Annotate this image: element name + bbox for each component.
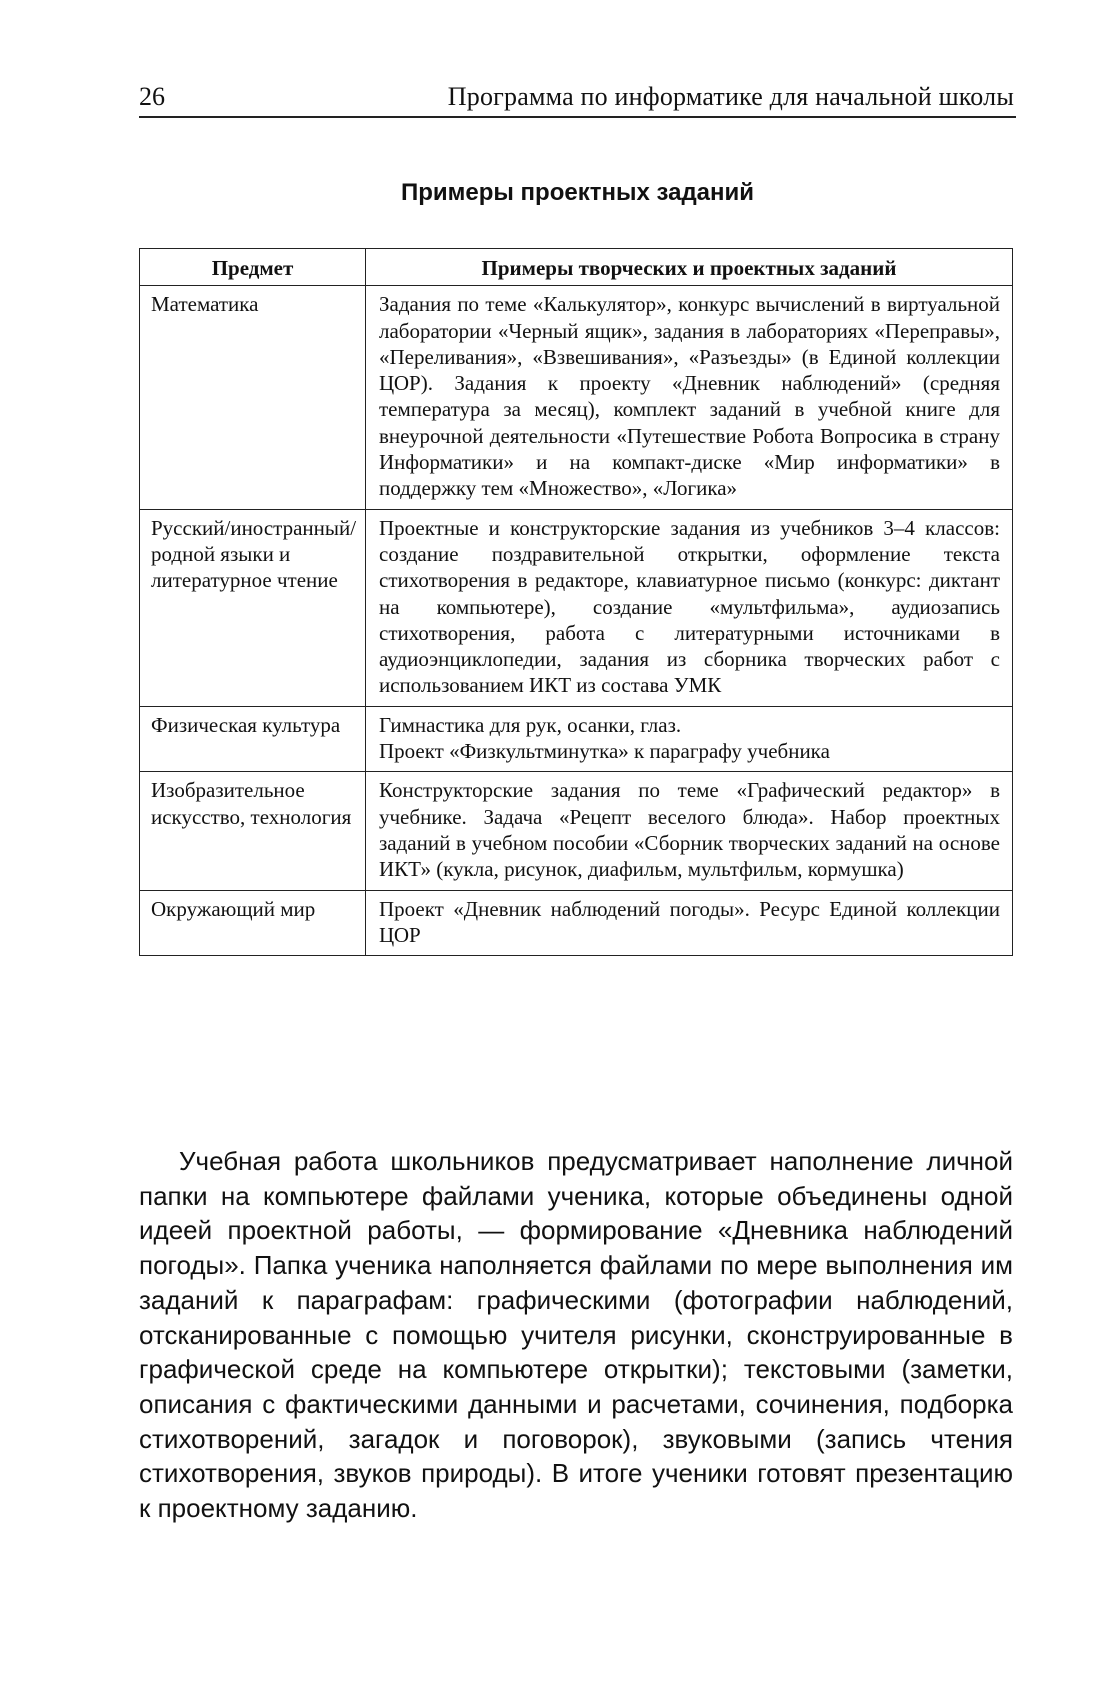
table-row <box>140 706 1013 772</box>
examples-line: Проект «Физкультминутка» к параграфу учебника <box>379 739 830 764</box>
table-row <box>140 772 1013 890</box>
table-header-row <box>140 249 1013 286</box>
table-row <box>140 890 1013 956</box>
body-paragraph: Учебная работа школьников предусматривает наполнение личной папки на компьютере файлами ученика, которые объединены одной идеей проектной работы, — формирование «Дневника наблюдений погоды». Папка ученика наполняется файлами по мере выполнения им заданий к параграфам: графическими (фотографии наблюдений, отсканированные с помощью учителя рисунки, сконструированные в графической среде на компьютере открытки); текстовыми (заметки, описания с фактическими данными и расчетами, сочинения, подборка стихотворений, загадок и поговорок), звуковыми (запись чтения стихотворения, звуков природы). В итоге ученики готовят презентацию к проектному заданию. <box>139 1146 1013 1524</box>
subject-cell: Окружающий мир <box>140 890 366 956</box>
subject-cell: Изобразительное искусство, технология <box>140 772 366 890</box>
examples-line: Гимнастика для рук, осанки, глаз. <box>379 712 682 737</box>
page-number: 26 <box>139 82 165 111</box>
subject-cell: Математика <box>140 286 366 509</box>
subject-cell: Русский/иностранный/родной языки и литературное чтение <box>140 509 366 706</box>
running-title: Программа по информатике для начальной школы <box>447 82 1014 111</box>
table-row <box>140 286 1013 509</box>
column-header-examples: Примеры творческих и проектных заданий <box>366 249 1013 286</box>
table-row <box>140 509 1013 706</box>
examples-cell: Конструкторские задания по теме «Графический редактор» в учебнике. Задача «Рецепт веселого блюда». Набор проектных заданий в учебном пособии «Сборник творческих заданий на основе ИКТ» (кукла, рисунок, диафильм, мультфильм, кормушка) <box>366 772 1013 890</box>
running-head <box>139 82 1016 118</box>
project-tasks-table <box>139 248 1013 956</box>
examples-cell <box>366 706 1013 772</box>
column-header-subject: Предмет <box>140 249 366 286</box>
examples-cell: Задания по теме «Калькулятор», конкурс вычислений в виртуальной лаборатории «Черный ящик», задания в лабораториях «Переправы», «Переливания», «Взвешивания», «Разъезды» (в Единой коллекции ЦОР). Задания к проекту «Дневник наблюдений» (средняя температура за месяц), комплект заданий в учебной книге для внеурочной деятельности «Путешествие Робота Вопросика в страну Информатики» и на компакт-диске «Мир информатики» в поддержку тем «Множество», «Логика» <box>366 286 1013 509</box>
examples-cell: Проект «Дневник наблюдений погоды». Ресурс Единой коллекции ЦОР <box>366 890 1013 956</box>
subject-cell: Физическая культура <box>140 706 366 772</box>
table-title: Примеры проектных заданий <box>400 179 755 206</box>
examples-cell: Проектные и конструкторские задания из учебников 3–4 классов: создание поздравительной открытки, оформление текста стихотворения в редакторе, клавиатурное письмо (конкурс: диктант на компьютере), создание «мультфильма», аудиозапись стихотворения, работа с литературными источниками в аудиоэнциклопедии, задания из сборника творческих работ с использованием ИКТ из состава УМК <box>366 509 1013 706</box>
